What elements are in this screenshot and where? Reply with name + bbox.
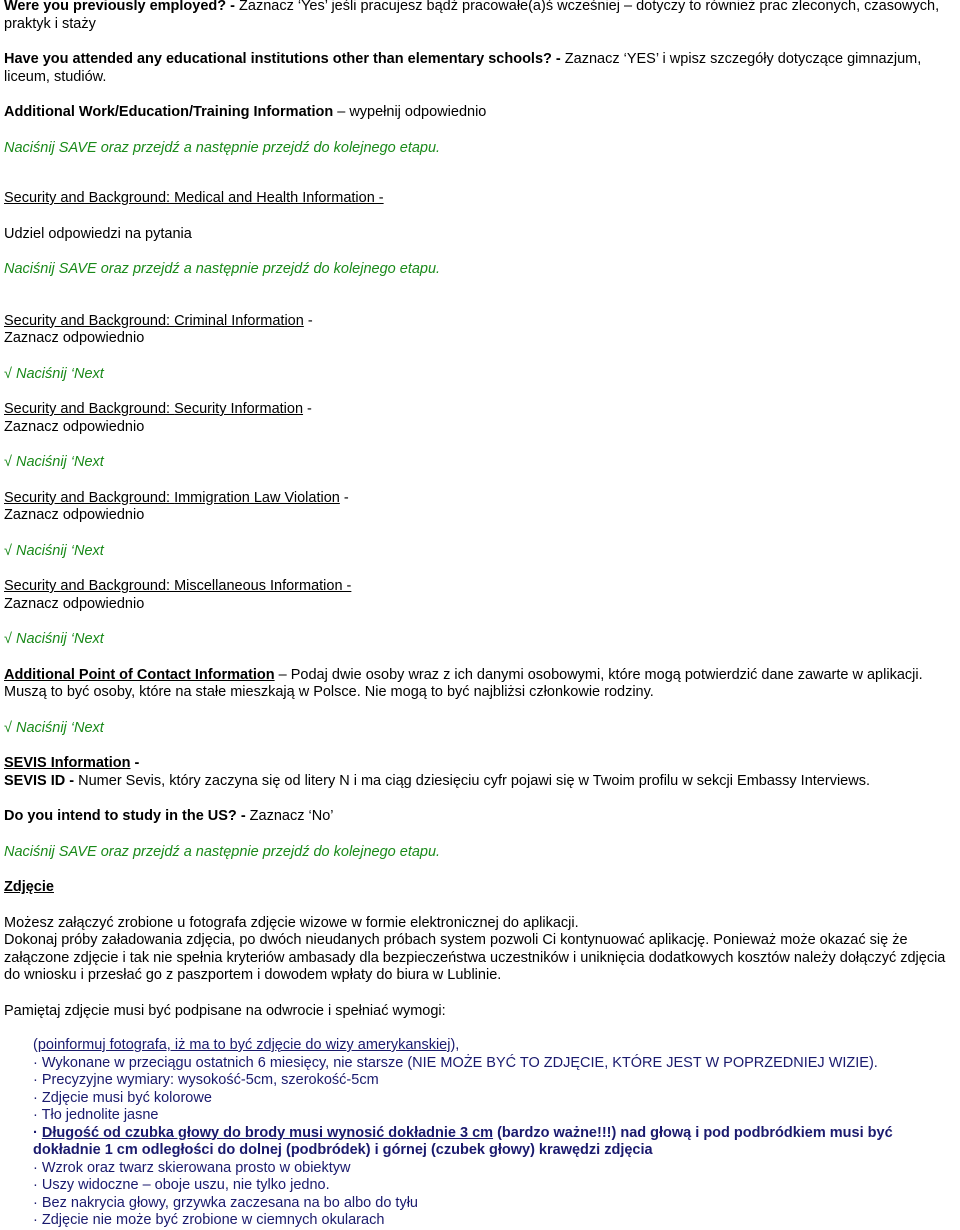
sevis-id-text: Numer Sevis, który zaczyna się od litery N i ma ciąg dziesięciu cyfr pojawi się w Twoim profilu w sekcji Embassy Interviews.: [74, 772, 870, 789]
contact-next: [0, 720, 958, 738]
immigration-prefix: Security and Background:: [4, 489, 175, 506]
check-mark-icon: √: [4, 542, 12, 559]
sevis-title: SEVIS Information: [4, 755, 131, 771]
immigration-title: Immigration Law Violation: [174, 489, 340, 506]
photo-remember: Pamiętaj zdjęcie musi być podpisane na odwrocie i spełniać wymogi:: [4, 1002, 446, 1019]
requirement-item: [0, 1055, 958, 1073]
security-prefix: Security and Background:: [4, 401, 175, 417]
requirement-item: [0, 1107, 958, 1125]
bullet-icon: ·: [33, 1212, 42, 1228]
check-mark-icon: √: [4, 631, 12, 647]
requirement-text: Tło jednolite jasne: [41, 1107, 159, 1123]
bullet-icon: ·: [33, 1194, 42, 1211]
criminal-dash: -: [303, 312, 313, 329]
requirement-item: [0, 1090, 958, 1108]
requirement-item: [0, 1160, 958, 1178]
next-label: Naciśnij ‘Next: [16, 454, 104, 470]
next-label: Naciśnij ‘Next: [16, 542, 104, 559]
bullet-icon: ·: [33, 1159, 42, 1176]
criminal-instruction: Zaznacz odpowiednio: [4, 330, 145, 346]
requirement-text: Precyzyjne wymiary: wysokość-5cm, szerokość-5cm: [41, 1072, 379, 1088]
requirement-item: [0, 1072, 958, 1090]
bullet-icon: ·: [33, 1124, 42, 1141]
requirement-text: Zdjęcie nie może być zrobione w ciemnych okularach: [41, 1212, 385, 1228]
employment-question: Were you previously employed?: [4, 0, 227, 14]
education-question: Have you attended any educational institutions other than elementary schools?: [4, 51, 552, 67]
photo-requirements-list: [0, 1037, 958, 1230]
sevis-heading: [0, 755, 958, 773]
criminal-prefix: Security and Background:: [4, 312, 175, 329]
criminal-title: Criminal Information: [174, 312, 304, 329]
security-instruction: Zaznacz odpowiednio: [4, 418, 145, 435]
additional-work-heading: Additional Work/Education/Training Information: [4, 104, 334, 120]
employment-instruction: Zaznacz ‘Yes’ jeśli pracujesz bądź pracowałe(a)ś wcześniej – dotyczy to również prac zleconych, czasowych, praktyk i staży: [4, 0, 940, 32]
next-label: Naciśnij ‘Next: [16, 631, 104, 647]
paren-close: ),: [450, 1037, 460, 1053]
misc-heading: Security and Background: Miscellaneous Information -: [4, 578, 352, 594]
criminal-heading: [0, 313, 958, 331]
photo-line2: Dokonaj próby załadowania zdjęcia, po dwóch nieudanych próbach system pozwoli Ci kontynuować aplikację. Ponieważ może okazać się że załączone zdjęcie i tak nie spełnia kryteriów ambasady dla bezpieczeństwa uczestników i uniknięcia dodatkowych kosztów należy dołączyć zdjęcia do wniosku i przesłać go z paszportem i dowodem wpłaty do biura w Lublinie.: [4, 932, 946, 983]
save-instruction-2: Naciśnij SAVE oraz przejdź a następnie przejdź do kolejnego etapu.: [4, 261, 441, 277]
requirement-text: Bez nakrycia głowy, grzywka zaczesana na bo albo do tyłu: [41, 1194, 418, 1211]
immigration-heading: [0, 490, 958, 508]
bullet-icon: ·: [33, 1072, 42, 1088]
employment-paragraph: [0, 0, 958, 33]
requirement-item: [0, 1195, 958, 1213]
check-mark-icon: √: [4, 454, 12, 470]
misc-instruction: Zaznacz odpowiednio: [4, 595, 145, 612]
sevis-dash: -: [130, 755, 140, 771]
next-label: Naciśnij ‘Next: [16, 719, 104, 736]
contact-paragraph: [0, 667, 958, 702]
bullet-icon: ·: [33, 1089, 42, 1106]
save-instruction-1: Naciśnij SAVE oraz przejdź a następnie przejdź do kolejnego etapu.: [4, 139, 441, 156]
immigration-next: [0, 543, 958, 561]
security-next: [0, 454, 958, 472]
requirement-text-underlined: Długość od czubka głowy do brody musi wynosić dokładnie 3 cm: [41, 1124, 494, 1141]
next-label: Naciśnij ‘Next: [16, 365, 104, 382]
sevis-id-paragraph: [0, 773, 958, 791]
medical-instruction: Udziel odpowiedzi na pytania: [4, 225, 192, 242]
bullet-icon: ·: [33, 1054, 42, 1071]
paren-open: (: [33, 1037, 38, 1053]
save-instruction-3: Naciśnij SAVE oraz przejdź a następnie przejdź do kolejnego etapu.: [4, 843, 441, 860]
requirement-item: [0, 1125, 958, 1160]
check-mark-icon: √: [4, 365, 12, 382]
requirement-item: [0, 1177, 958, 1195]
study-instruction: Zaznacz ‘No’: [245, 808, 334, 824]
sevis-id-label: SEVIS ID -: [4, 772, 75, 789]
requirement-text: (bardzo ważne!!!) nad głową i pod podbródkiem musi być dokładnie 1 cm odległości do dolnej (podbródek) i górnej (czubek głowy) krawędzi zdjęcia: [33, 1124, 893, 1158]
photographer-note: poinformuj fotografa, iż ma to być zdjęcie do wizy amerykanskiej: [37, 1037, 451, 1053]
misc-next: [0, 631, 958, 649]
bullet-icon: ·: [33, 1107, 42, 1123]
requirement-text: Uszy widoczne – oboje uszu, nie tylko jedno.: [41, 1177, 330, 1193]
education-paragraph: [0, 51, 958, 86]
requirement-text: Zdjęcie musi być kolorowe: [41, 1089, 212, 1106]
education-instruction: Zaznacz ‘YES’ i wpisz szczegóły dotyczące gimnazjum, liceum, studiów.: [4, 51, 922, 85]
study-question: Do you intend to study in the US? -: [4, 808, 246, 824]
education-dash: -: [551, 51, 565, 67]
immigration-instruction: Zaznacz odpowiednio: [4, 507, 145, 523]
photo-heading: Zdjęcie: [4, 879, 54, 895]
photo-list-intro: [0, 1037, 958, 1055]
requirement-text: Wzrok oraz twarz skierowana prosto w obiektyw: [41, 1159, 351, 1176]
security-title: Security Information: [174, 401, 304, 417]
immigration-dash: -: [339, 489, 349, 506]
bullet-icon: ·: [33, 1177, 42, 1193]
study-paragraph: [0, 808, 958, 826]
employment-dash: -: [226, 0, 240, 14]
additional-work-instruction: – wypełnij odpowiednio: [333, 104, 487, 120]
security-dash: -: [303, 401, 312, 417]
security-heading: [0, 401, 958, 419]
contact-heading: Additional Point of Contact Information: [4, 666, 275, 683]
check-mark-icon: √: [4, 719, 12, 736]
additional-work-paragraph: [0, 104, 958, 122]
requirement-text: Wykonane w przeciągu ostatnich 6 miesięcy, nie starsze (NIE MOŻE BYĆ TO ZDJĘCIE, KTÓRE JEST W POPRZEDNIEJ WIZIE).: [41, 1054, 878, 1071]
photo-line1: Możesz załączyć zrobione u fotografa zdjęcie wizowe w formie elektronicznej do aplikacji.: [4, 914, 579, 931]
criminal-next: [0, 366, 958, 384]
contact-instruction: – Podaj dwie osoby wraz z ich danymi osobowymi, które mogą potwierdzić dane zawarte w aplikacji. Muszą to być osoby, które na stałe mieszkają w Polsce. Nie mogą to być najbliżsi członkowie rodziny.: [4, 666, 923, 700]
medical-heading: Security and Background: Medical and Health Information -: [4, 190, 384, 206]
